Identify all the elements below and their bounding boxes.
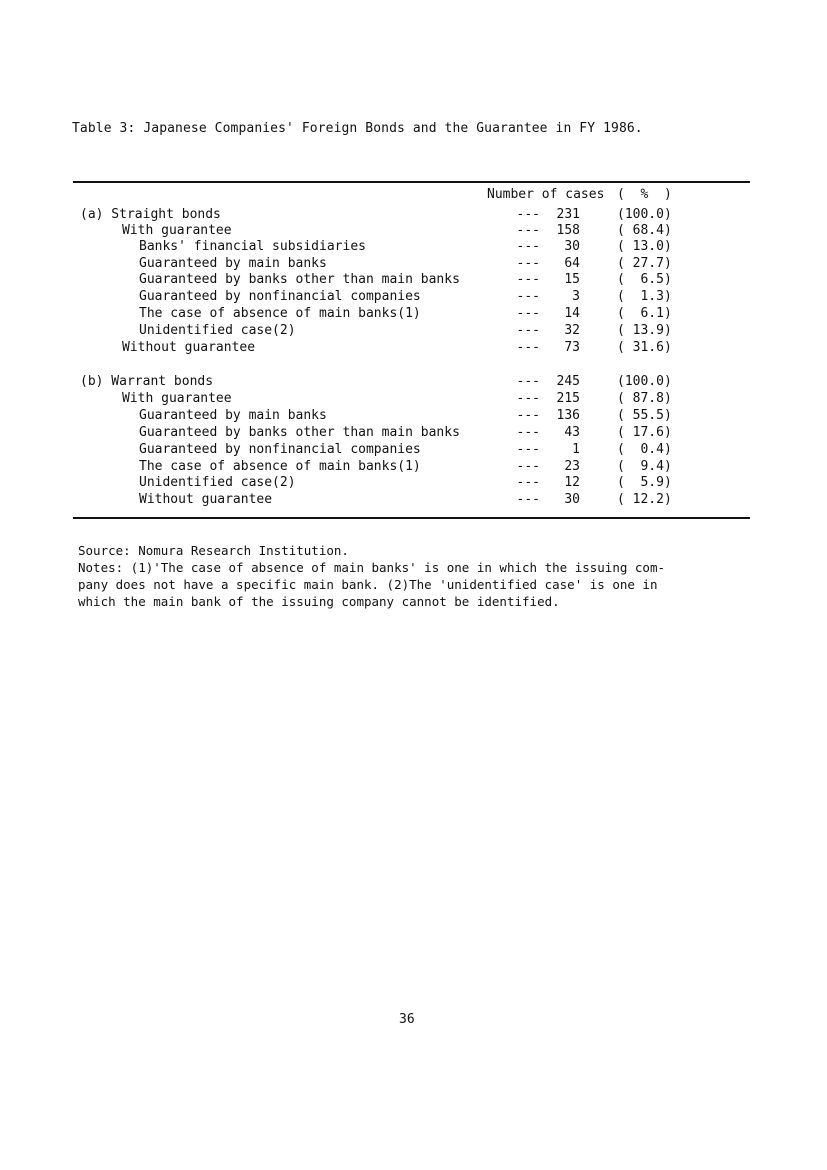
row-dash: ---: [516, 408, 540, 423]
row-dash: ---: [516, 223, 540, 238]
row-label: Unidentified case(2): [139, 475, 296, 490]
row-dash: ---: [516, 207, 540, 222]
row-dash: ---: [516, 239, 540, 254]
header-percent: ( % ): [617, 187, 672, 202]
row-dash: ---: [516, 425, 540, 440]
header-number-of-cases: Number of cases: [487, 187, 605, 202]
row-percent: ( 55.5): [617, 408, 672, 423]
table-row: [0, 425, 827, 441]
row-label: Guaranteed by main banks: [139, 256, 327, 271]
row-count: 30: [564, 239, 580, 254]
row-count: 1: [572, 442, 580, 457]
row-label: Banks' financial subsidiaries: [139, 239, 366, 254]
table-row: [0, 391, 827, 407]
row-count: 3: [572, 289, 580, 304]
row-label: The case of absence of main banks(1): [139, 306, 421, 321]
row-percent: ( 87.8): [617, 391, 672, 406]
row-percent: ( 12.2): [617, 492, 672, 507]
row-percent: ( 6.5): [617, 272, 672, 287]
notes-line: which the main bank of the issuing company cannot be identified.: [78, 594, 560, 609]
notes-line: pany does not have a specific main bank. (2)The 'unidentified case' is one in: [78, 577, 658, 592]
row-count: 215: [556, 391, 580, 406]
row-dash: ---: [516, 391, 540, 406]
row-count: 245: [556, 374, 580, 389]
row-label: Guaranteed by nonfinancial companies: [139, 289, 421, 304]
row-percent: ( 6.1): [617, 306, 672, 321]
table-row: [0, 207, 827, 223]
source-line: Source: Nomura Research Institution.: [78, 543, 349, 558]
row-label: With guarantee: [122, 223, 232, 238]
table-row: [0, 408, 827, 424]
table-row: [0, 442, 827, 458]
notes-block: [78, 542, 738, 610]
row-label: Without guarantee: [122, 340, 256, 355]
row-percent: ( 5.9): [617, 475, 672, 490]
table-top-rule: [73, 181, 750, 183]
row-percent: ( 13.0): [617, 239, 672, 254]
row-count: 231: [556, 207, 580, 222]
row-label: The case of absence of main banks(1): [139, 459, 421, 474]
row-count: 14: [564, 306, 580, 321]
row-dash: ---: [516, 459, 540, 474]
row-percent: ( 9.4): [617, 459, 672, 474]
row-label: Unidentified case(2): [139, 323, 296, 338]
row-percent: ( 0.4): [617, 442, 672, 457]
row-label: Guaranteed by banks other than main banks: [139, 425, 460, 440]
row-count: 73: [564, 340, 580, 355]
row-label: Without guarantee: [139, 492, 273, 507]
row-count: 12: [564, 475, 580, 490]
row-dash: ---: [516, 272, 540, 287]
table-row: [0, 239, 827, 255]
row-count: 15: [564, 272, 580, 287]
row-count: 136: [556, 408, 580, 423]
row-label: With guarantee: [122, 391, 232, 406]
row-dash: ---: [516, 442, 540, 457]
table-row: [0, 256, 827, 272]
row-count: 23: [564, 459, 580, 474]
row-label: Guaranteed by banks other than main banks: [139, 272, 460, 287]
row-count: 158: [556, 223, 580, 238]
table-row: [0, 272, 827, 288]
table-row: [0, 459, 827, 475]
row-count: 32: [564, 323, 580, 338]
table-row: [0, 289, 827, 305]
table-row: [0, 223, 827, 239]
row-label: (a) Straight bonds: [80, 207, 221, 222]
row-label: Guaranteed by nonfinancial companies: [139, 442, 421, 457]
row-percent: ( 17.6): [617, 425, 672, 440]
row-dash: ---: [516, 340, 540, 355]
row-dash: ---: [516, 475, 540, 490]
row-dash: ---: [516, 256, 540, 271]
notes-line: Notes: (1)'The case of absence of main banks' is one in which the issuing com-: [78, 560, 665, 575]
row-percent: ( 13.9): [617, 323, 672, 338]
table-row: [0, 340, 827, 356]
row-dash: ---: [516, 492, 540, 507]
page-number: 36: [399, 1012, 415, 1027]
table-row: [0, 306, 827, 322]
table-bottom-rule: [73, 517, 750, 519]
row-dash: ---: [516, 289, 540, 304]
row-dash: ---: [516, 306, 540, 321]
table-row: [0, 492, 827, 508]
table-row: [0, 323, 827, 339]
table-title: Table 3: Japanese Companies' Foreign Bonds and the Guarantee in FY 1986.: [72, 121, 643, 136]
table-row: [0, 475, 827, 491]
row-dash: ---: [516, 374, 540, 389]
row-label: Guaranteed by main banks: [139, 408, 327, 423]
row-percent: (100.0): [617, 207, 672, 222]
row-count: 64: [564, 256, 580, 271]
row-count: 30: [564, 492, 580, 507]
row-percent: ( 27.7): [617, 256, 672, 271]
row-percent: ( 31.6): [617, 340, 672, 355]
row-percent: (100.0): [617, 374, 672, 389]
table-row: [0, 374, 827, 390]
row-count: 43: [564, 425, 580, 440]
row-label: (b) Warrant bonds: [80, 374, 214, 389]
row-percent: ( 68.4): [617, 223, 672, 238]
row-percent: ( 1.3): [617, 289, 672, 304]
row-dash: ---: [516, 323, 540, 338]
